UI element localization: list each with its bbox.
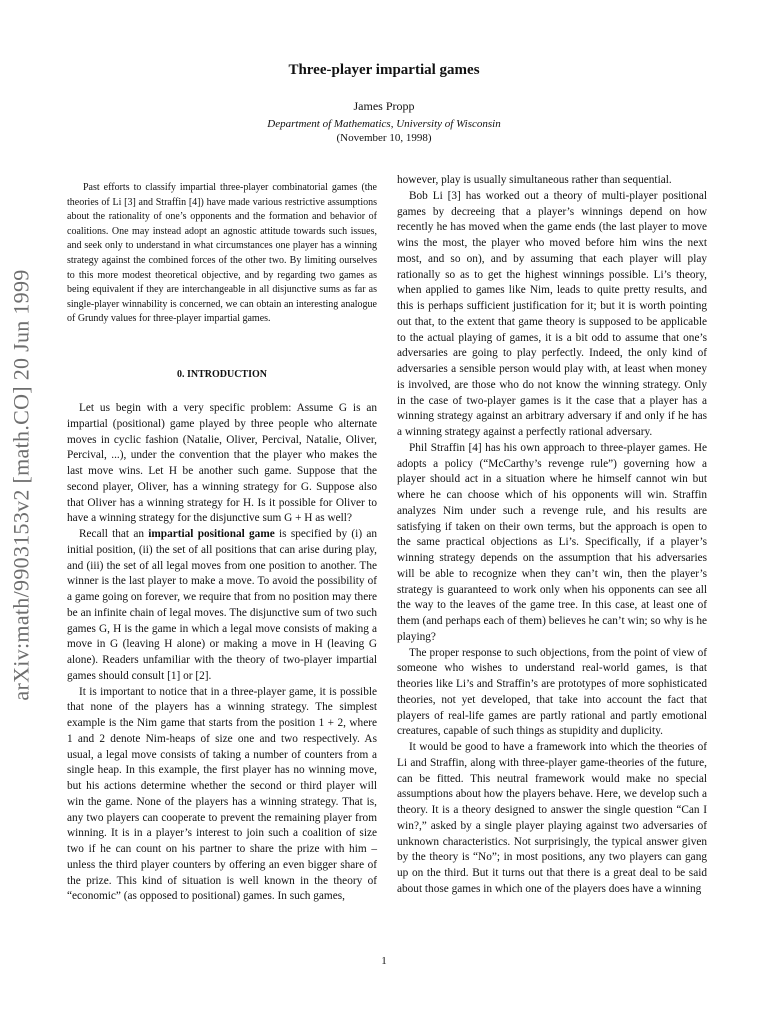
author-affiliation: Department of Mathematics, University of Wisconsin — [267, 118, 501, 130]
abstract-text: Past efforts to classify impartial three-player combinatorial games (the theories of Li [3] and Straffin [4]) have made various restrictive assumptions about the rationality of one’s opponents and the formation and behavior of coalitions. One may instead adopt an agnostic attitude towards such issues, and seek only to understand in what circumstances one player has a winning strategy against the combined forces of the other two. By limiting ourselves to this more modest theoretical objective, and by regarding two games as being equivalent if they are interchangeable in all disjunctive sums as far as single-player winnability is concerned, we can obtain an interesting analogue of Grundy values for three-player impartial games. — [67, 182, 377, 325]
paper-header — [0, 62, 768, 144]
li-theory-paragraph: Bob Li [3] has worked out a theory of multi-player positional games by decreeing that a player’s winnings depend on how recently he has moved when the game ends (the last player to move wins the most, the player who moved before him wins the next most, and so on), and by assuming that each player will play rationally so as to get the highest winnings possible. Li’s theory, when applied to games like Nim, leads to quite pretty results, and this is perhaps sufficient justification for it; but it is worth pointing out that, to the extent that game theory is supposed to be applicable to the actual playing of games, it is a bit odd to assume that one’s adversaries are going to play perfectly. Indeed, the only kind of adversaries a sensible person would play with, at least when money is involved, are those who do not know the winning strategy. Only in the case of two-player games is it the case that a player has a winning strategy against an arbitrary adversary if and only if he has a winning strategy against a perfectly rational adversary. — [397, 189, 707, 438]
framework-paragraph: It would be good to have a framework into which the theories of Li and Straffin, along with three-player game-theories of the future, can be fitted. This neutral framework would make no special assumptions about how the players behave. Here, we develop such a theory. It is a theory designed to answer the single question “Can I win?,” asked by a single player playing against two adversaries of unknown characteristics. Not surprisingly, the typical answer given by the theory is “No”; in most positions, any two players can gang up on the third. But it turns out that there is a great deal to be said about those games in which one of the players does have a winning — [397, 741, 707, 895]
arxiv-identifier-sidebar — [2, 205, 42, 765]
term-impartial-positional-game: impartial positional game — [148, 528, 275, 540]
arxiv-identifier: arXiv:math/9903153v2 [math.CO] 20 Jun 1999 — [9, 269, 35, 701]
section-heading: 0. INTRODUCTION — [176, 369, 267, 380]
intro-paragraph-3: It is important to notice that in a three-player game, it is possible that none of the players has a winning strategy. The simplest example is the Nim game that starts from the position 1 + 2, where 1 and 2 denote Nim-heaps of size one and two respectively. As usual, a legal move consists of taking a number of counters from a single heap. In this example, the first player has no winning move, but his actions determine whether the second or third player will win the game. None of the players has a winning strategy. That is, any two players can cooperate to prevent the remaining player from winning. It is in a player’s interest to join such a coalition of size two if he can count on his partner to share the prize with him – unless the third player counters by offering an even bigger share of the prize. This kind of situation is well known in the theory of “economic” (as opposed to positional) games. In such games, — [67, 685, 377, 903]
response-paragraph: The proper response to such objections, from the point of view of someone who wishes to understand real-world games, is that theories like Li’s and Straffin’s are prototypes of more sophisticated theories, not yet developed, that take into account the fact that players of real-life games are partly rational and partly emotional creatures, capable of such things as stupidity and duplicity. — [397, 646, 707, 738]
page-number: 1 — [381, 955, 387, 967]
intro-paragraph-1: Let us begin with a very specific problem: Assume G is an impartial (positional) game played by three people who alternate moves in cyclic fashion (Natalie, Oliver, Percival, Natalie, Oliver, Percival, ...), under the convention that the player who makes the last move wins. Let H be another such game. Suppose that the second player, Oliver, has a winning strategy for G. Suppose also that Oliver has a winning strategy for H. Is it possible for Oliver to have a winning strategy for the disjunctive sum G + H as well? — [67, 402, 377, 525]
left-column — [67, 401, 377, 905]
author-name: James Propp — [353, 99, 415, 113]
right-column — [397, 173, 707, 898]
p2-lead: Recall that an — [79, 528, 144, 540]
continuation-paragraph: however, play is usually simultaneous rather than sequential. — [397, 174, 672, 186]
straffin-paragraph: Phil Straffin [4] has his own approach to three-player games. He adopts a policy (“McCarthy’s revenge rule”) governing how a player should act in a situation where he himself cannot win but where he can choose which of his opponents will win. Straffin analyzes Nim under such a revenge rule, and his results are satisfying if taken on their own terms, but the approach is open to the same practical objections as Li’s. Specifically, if a player’s winning strategy depends on the assumption that his adversaries will be able to recognize when they can’t win, then the player’s strategy is guaranteed to work only when his opponents can see all the way to the leaves of the game tree. In this case, at least one of them (and perhaps each of them) believes he can’t win; so why is he playing? — [397, 441, 707, 643]
paper-date: (November 10, 1998) — [336, 132, 432, 144]
paper-title: Three-player impartial games — [288, 62, 480, 78]
intro-paragraph-2 — [67, 527, 377, 685]
abstract — [67, 181, 377, 327]
p2-rest: is specified by (i) an initial position, (ii) the set of all positions that can arise during play, and (iii) the set of all legal moves from one position to another. The winner is the last player to make a move. To avoid the possibility of a game going on forever, we require that from no position may there be an infinite chain of legal moves. The disjunctive sum of two such games G, H is the game in which a legal move consists of making a move in G (leaving H alone) or making a move in H (leaving G alone). Readers unfamiliar with the theory of two-player impartial games should consult [1] or [2]. — [67, 528, 378, 682]
